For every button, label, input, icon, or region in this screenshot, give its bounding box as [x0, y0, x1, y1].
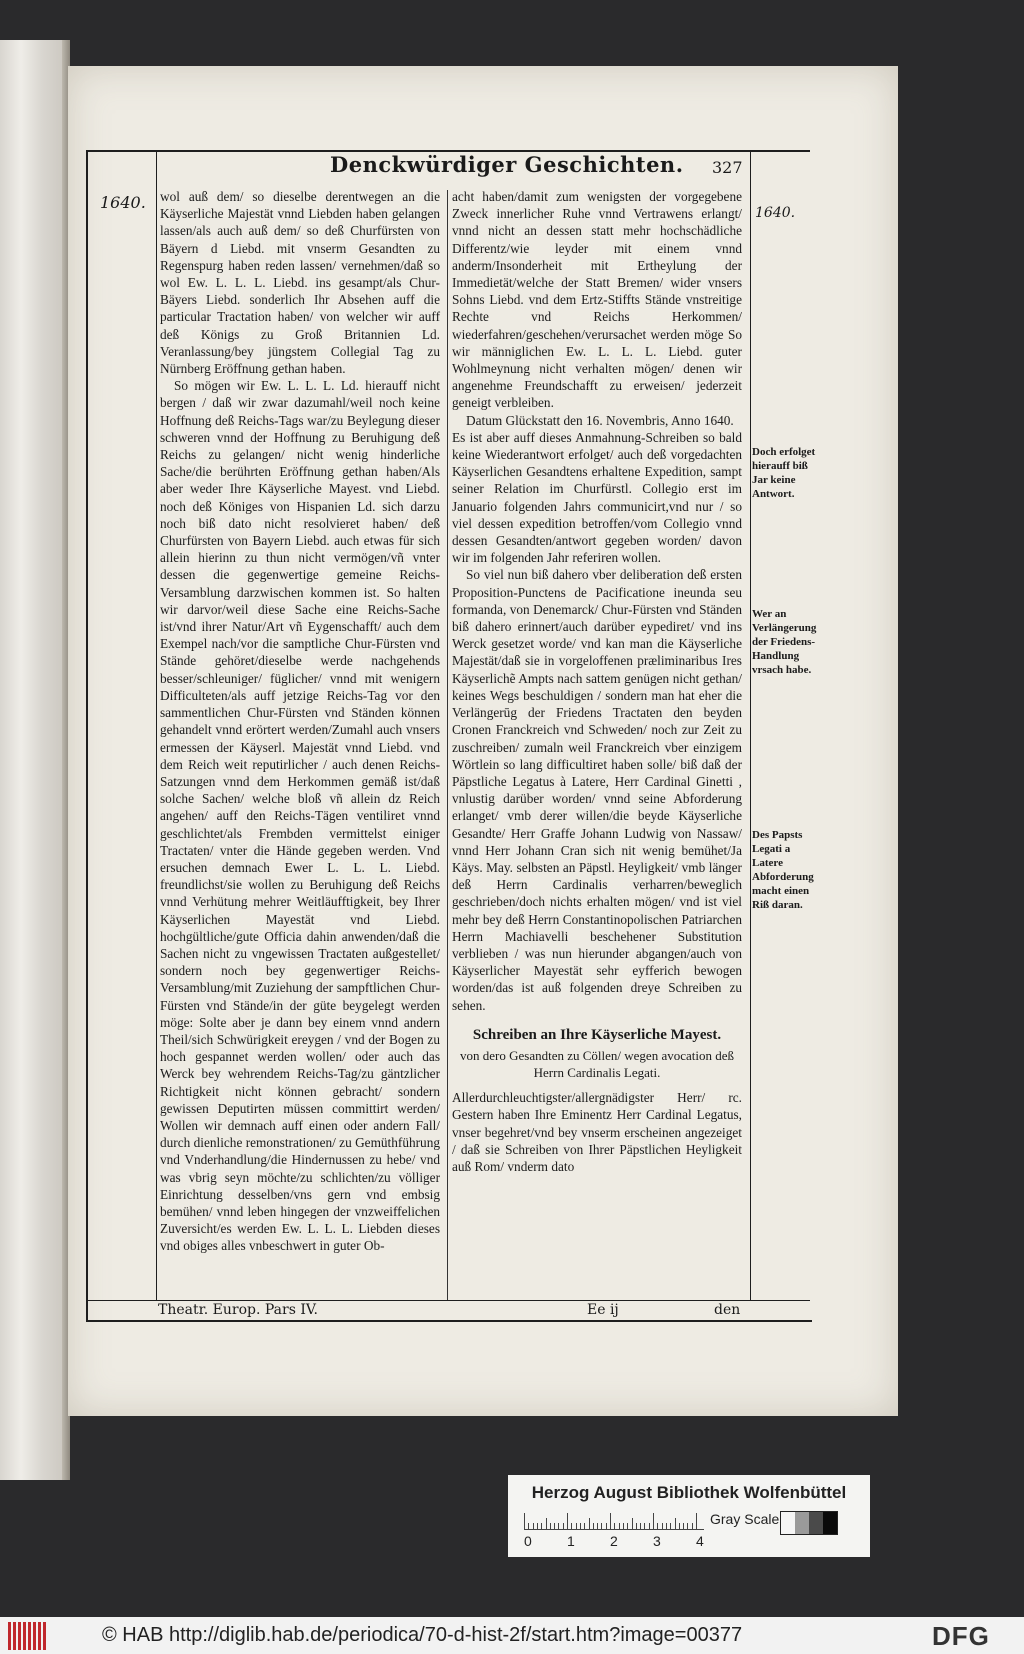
- ruler-tick: [576, 1523, 577, 1529]
- ruler-tick: [623, 1523, 624, 1529]
- scale-number: 3: [653, 1533, 661, 1549]
- ruler-tick: [692, 1523, 693, 1529]
- ruler-tick: [589, 1518, 590, 1529]
- library-color-card: [508, 1475, 870, 1557]
- right-margin-rule: [750, 150, 751, 1300]
- ruler-tick: [619, 1523, 620, 1529]
- gray-swatch: [823, 1512, 837, 1534]
- ruler-tick: [644, 1523, 645, 1529]
- ruler-tick: [584, 1523, 585, 1529]
- scale-ruler: [524, 1511, 704, 1530]
- paragraph: So mögen wir Ew. L. L. L. Ld. hierauff nicht bergen / daß wir zwar dazumahl/weil noch keine Hoffnung deß Reichs-Tags war/zu Beylegung dieser schweren vnnd der Hoffnung zu Beruhigung deß Reichs zu gelangen/ nicht wenig hinderliche Sache/die berührten Eröffnung gethan haben/Als aber weder Ihre Käyserliche Mayest. vnd Liebd. noch deß Königes von Hispanien Ld. sich darzu noch biß dato nicht resolvieret haben/ deß Churfürsten von Bayern Liebd. auch etwas für sich allein hierinn zu thun nicht vermögen/vñ vnter dessen die gegenwertige gemeine Reichs-Versamblung darzwischen kommen ist. So halten wir darvor/weil diese Sache eine Reichs-Sache ist/vnd ihrer Natur/Art vñ Eygenschafft/ auch dem Exempel nach/vor die samptliche Chur-Fürsten vnd Stände gehöret/dieselbe werde nachgehends besser/schleuniger/ füglicher/ vnnd mit wenigern Difficulteten/als auff jetzige Reichs-Tag vor den sammentlichen Chur-Fürsten vnd Ständen können gehandelt vnnd erörtert werden/Zumahl auch vnsers ermessen der Käyserl. Majestät vnnd Liebd. vnd dem Reich weit reputirlicher / auch denen Reichs-Satzungen vnnd dem Herkommen gemäß ist/daß solche Sachen/ welche bloß vñ allein dz Reich angehen/ auff den Reichs-Tägen ventiliret vnnd geschlichtet/als Frembden vermittelst einiger Tractaten/ vnter die Hände gegeben werden. Vnd ersuchen demnach Ewer L. L. L. Liebd. freundlichst/sie wollen zu Beruhigung deß Reichs vnnd Verhütung mehrer Weitläufftigkeit, bey Ihrer Käyserlichen Mayestät vnd Liebd. hochgültliche/gute Officia dahin anwenden/daß die Sachen nicht zu vngewissen Tractaten außgestellet/ sondern noch bey gegenwertiger Reichs-Versamblung/mit Zuziehung der sampftlichen Chur-Fürsten vnd Stände/in der güte beygelegt werden möge: Solte aber je dann bey einem vnnd andern Theil/sich Schwürigkeit ereygen / vnd der Bogen zu hoch gespannet werden wollen/ oder auch das Werck bey wehrendem Reichs-Tag/zu gäntzlicher Richtigkeit nicht können gebracht/ sondern gewissen Deputirten müssen committirt werden/ Wollen wir demnach auff einen oder andern Fall/ durch dienliche remonstrationen/ zu Gemüthführung vnd Vnderhandlung/die Hindernussen zu hebe/ vnd was vbrig seyn möchte/zu schlichten/zu völliger Einrichtung desselben/vns gern vnd embsig bemühen/ vnnd leben hingegen der vnzweiffelichen Zuversicht/es werden Ew. L. L. L. Liebden dieses vnd obiges alles vnbeschwert in guter Ob-: [160, 378, 440, 1254]
- ruler-tick: [563, 1523, 564, 1529]
- marginal-note: Wer an Verlängerung der Friedens-Handlung vrsach habe.: [752, 608, 817, 676]
- gray-swatch: [809, 1512, 823, 1534]
- paragraph: So viel nun biß dahero vber deliberation deß ersten Proposition-Punctens de Pacificatione ineunda seu formanda, von Denemarck/ Chur-Fürsten vnd Ständen biß dahero erinnert/auch darüber eypediret/ vnd ins Werck gesetzet worde/ vnd kan man die Käyserliche Majestät/daß sie in vorgeloffenen præliminaribus Ires Käyserlichẽ Ampts nach sattem genügen nicht gethan/ keines Wegs beschuldigen / sondern man hat eher die Verlängerūg der Friedens Tractaten den beyden Cronen Franckreich vnd Schweden/ noch zur Zeit zu zuschreiben/ zumaln weil Franckreich vber einzigem Wörtlein so lang difficultiret haben solle/ biß daß der Päpstliche Legatus à Latere, Herr Cardinal Ginetti , vnlustig darüber worden/ vnnd seine Abforderung erlanget/ vmb derer willen/die beyde Käyserliche Gesandte/ Herr Graffe Johann Ludwig von Nassaw/ vnnd Herr Johann Cran sich nit wenig bemühet/Ja Käys. May. selbsten an Päpstl. Heyligkeit/ vmb länger deß Herrn Cardinalis verharren/beweglich geschrieben/doch nichts erhalten mögen/ vnd ist viel mehr bey deß Herrn Constantinopolischen Patriarchen Herrn Machiavelli beschehener Substitution verblieben / was nun hierunder abgangen/auch von Käyserlicher Mayestät sehr eyfferich bewogen worden/das ist auß folgenden dreye Schreiben zu sehen.: [452, 567, 742, 1013]
- ruler-tick: [649, 1523, 650, 1529]
- viewer-bottom-bar: [0, 1617, 1024, 1654]
- library-name: Herzog August Bibliothek Wolfenbüttel: [531, 1483, 847, 1502]
- column-divider: [447, 190, 448, 1300]
- ruler-tick: [627, 1523, 628, 1529]
- ruler-tick: [683, 1523, 684, 1529]
- ruler-tick: [567, 1513, 568, 1529]
- paragraph: wol auß dem/ so dieselbe derentwegen an die Käyserliche Majestät vnnd Liebden haben gelangen lassen/als auch auß dem/ so deß Churfürsten von Bäyern d Liebd. mit vnserm Gesandten zu Regenspurg haben reden lassen/ vernehmen/daß so wol Ew. L. L. L. Liebd. ins gesampt/als Chur-Bäyers Liebd. sonderlich Ihr Absehen auff die particular Tractation haben/ von welcher wir auff deß Königs zu Groß Britannien Ld. Veranlassung/bey jüngstem Collegial Tag zu Nürnberg Eröffnung gethan haben.: [160, 189, 440, 377]
- ruler-tick: [550, 1523, 551, 1529]
- ruler-tick: [546, 1518, 547, 1529]
- ruler-tick: [541, 1523, 542, 1529]
- date-line: Datum Glückstatt den 16. Novembris, Anno 1640.: [466, 412, 734, 428]
- gray-scale-bar: [780, 1511, 838, 1535]
- ruler-tick: [657, 1523, 658, 1529]
- right-text-column: [452, 188, 742, 1175]
- ruler-tick: [558, 1523, 559, 1529]
- paragraph: Es ist aber auff dieses Anmahnung-Schreiben so bald keine Wiederantwort erfolget/ auch deß vorgedachten Käyserlichen Gesandtens erhaltene Expedition, sampt seiner Relation im Churfürstl. Collegio erst im Januario folgenden Jahrs communicirt,vnd nur / so viel dessen expedition betroffen/vom Collegio vnnd dessen Gesandten/antwort gegeben worden/ davon wir im folgenden Jahr referiren wollen.: [452, 429, 742, 566]
- paragraph: acht haben/damit zum wenigsten der vorgegebene Zweck innerlicher Ruhe vnnd Vertrawens erlangt/ vnnd nicht an dessen statt mehr hochschädliche Differentz/wie leyder mit einem vnnd anderm/Insonderheit mit Ertheylung der Immedietät/welche der Statt Bremen/ wider vnsers Sohns Liebd. vnd dem Ertz-Stiffts Stände vnstreitige Rechte vnd Reichs Herkommen/ wiederfahren/geschehen/verursachet werden möge So wir männiglichen Ew. L. L. L. Liebd. guter Wohlmeynung nicht verhalten mögen/ denen wir angenehme Freundschafft zu erweisen/ jederzeit geneigt verbleiben.: [452, 189, 742, 411]
- marginal-note: Doch erfolget hierauff biß Jar keine Antwort.: [752, 446, 816, 500]
- year-left: 1640.: [100, 193, 146, 212]
- hab-logo-icon[interactable]: [8, 1622, 46, 1650]
- section-subheading: von dero Gesandten zu Cöllen/ wegen avocation deß Herrn Cardinalis Legati.: [460, 1047, 734, 1080]
- copyright-url[interactable]: © HAB http://diglib.hab.de/periodica/70-d-hist-2f/start.htm?image=00377: [102, 1624, 743, 1646]
- signature-mark: Ee ij: [587, 1302, 619, 1318]
- footer-rule: [86, 1300, 810, 1301]
- dfg-logo[interactable]: DFG: [932, 1621, 990, 1651]
- ruler-tick: [636, 1523, 637, 1529]
- left-text-column: [160, 188, 440, 1255]
- ruler-tick: [662, 1523, 663, 1529]
- ruler-tick: [653, 1513, 654, 1529]
- gray-scale-label: Gray Scale: [710, 1511, 780, 1527]
- scale-number: 2: [610, 1533, 618, 1549]
- ruler-tick: [606, 1523, 607, 1529]
- section-heading: Schreiben an Ihre Käyserliche Mayest.: [472, 1026, 722, 1043]
- year-right: 1640.: [755, 205, 796, 221]
- ruler-tick: [670, 1523, 671, 1529]
- ruler-tick: [533, 1523, 534, 1529]
- footer-title: Theatr. Europ. Pars IV.: [158, 1302, 318, 1318]
- marginal-note: Des Papsts Legati a Latere Abforderung macht einen Riß daran.: [752, 829, 814, 911]
- scale-number: 0: [524, 1533, 532, 1549]
- ruler-tick: [679, 1523, 680, 1529]
- ruler-tick: [601, 1523, 602, 1529]
- ruler-tick: [593, 1523, 594, 1529]
- ruler-tick: [614, 1523, 615, 1529]
- ruler-tick: [696, 1513, 697, 1529]
- ruler-tick: [524, 1513, 525, 1529]
- ruler-tick: [666, 1523, 667, 1529]
- ruler-tick: [632, 1518, 633, 1529]
- ruler-tick: [675, 1518, 676, 1529]
- ruler-tick: [554, 1523, 555, 1529]
- ruler-tick: [687, 1523, 688, 1529]
- ruler-tick: [528, 1523, 529, 1529]
- ruler-tick: [640, 1523, 641, 1529]
- letter-body: Allerdurchleuchtigster/allergnädigster Herr/ rc. Gestern haben Ihre Eminentz Herr Cardinal Legatus, vnser begehret/vnd bey vnserm erscheinen angezeiget / daß sie Schreiben von Ihrer Päpstlichen Heyligkeit auß Rom/ vnderm dato: [452, 1090, 742, 1174]
- gray-swatch: [781, 1512, 795, 1534]
- scale-number: 4: [696, 1533, 704, 1549]
- ruler-tick: [571, 1523, 572, 1529]
- ruler-tick: [580, 1523, 581, 1529]
- scale-number: 1: [567, 1533, 575, 1549]
- catchword: den: [714, 1302, 741, 1318]
- running-title: Denckwürdiger Geschichten.: [330, 152, 684, 177]
- page-number: 327: [712, 158, 743, 177]
- left-margin-rule: [156, 150, 157, 1300]
- ruler-tick: [610, 1513, 611, 1529]
- ruler-tick: [537, 1523, 538, 1529]
- gray-swatch: [795, 1512, 809, 1534]
- ruler-tick: [597, 1523, 598, 1529]
- preceding-pages-edge: [0, 40, 70, 1480]
